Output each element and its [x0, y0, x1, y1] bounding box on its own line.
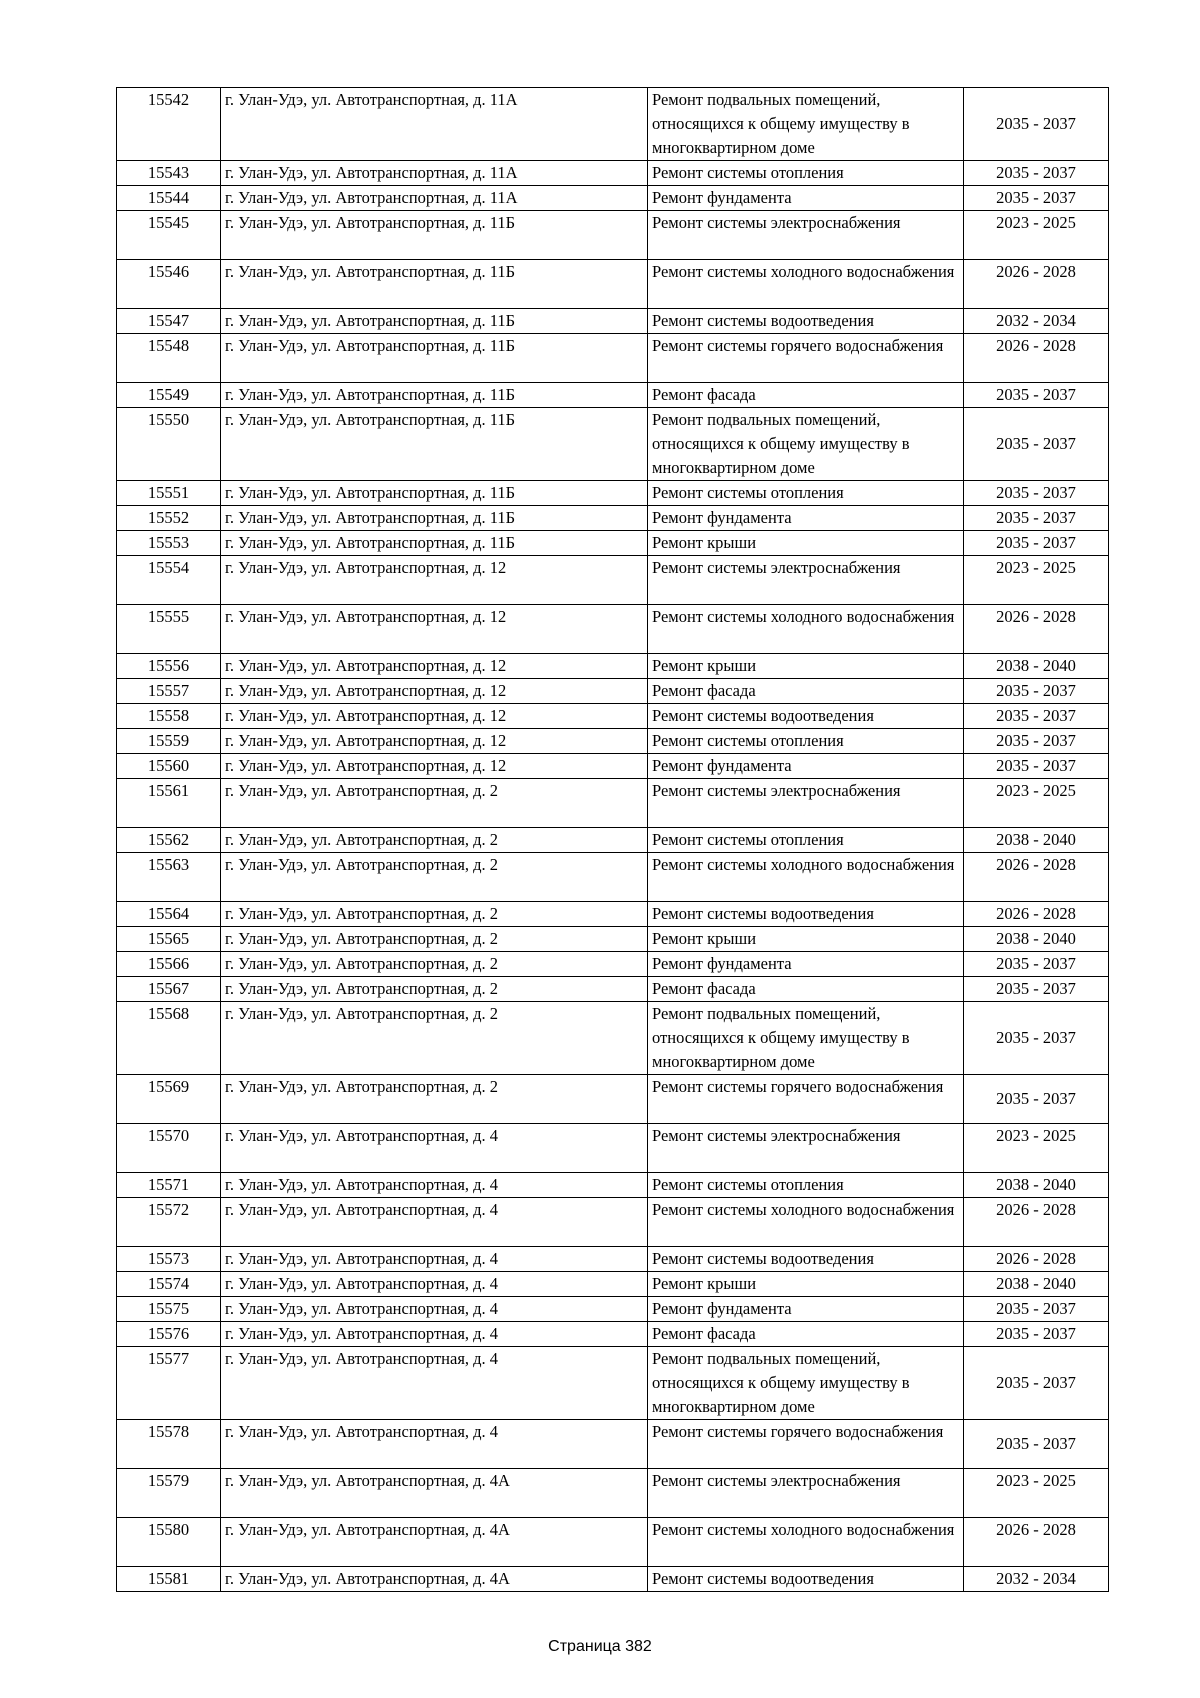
- row-number-cell: 15577: [117, 1347, 221, 1420]
- work-type-cell: Ремонт фундамента: [648, 754, 964, 779]
- work-type-cell: Ремонт крыши: [648, 654, 964, 679]
- table-row: [117, 1420, 1109, 1469]
- table-row: [117, 1247, 1109, 1272]
- row-number-cell: 15564: [117, 902, 221, 927]
- address-cell: г. Улан-Удэ, ул. Автотранспортная, д. 12: [221, 704, 648, 729]
- address-cell: г. Улан-Удэ, ул. Автотранспортная, д. 4: [221, 1347, 648, 1420]
- row-number-cell: 15556: [117, 654, 221, 679]
- table-row: [117, 161, 1109, 186]
- work-type-cell: Ремонт фасада: [648, 977, 964, 1002]
- table-row: [117, 1198, 1109, 1247]
- table-row: [117, 309, 1109, 334]
- period-cell: 2023 - 2025: [964, 1124, 1109, 1173]
- table-row: [117, 1002, 1109, 1075]
- work-type-cell: Ремонт фасада: [648, 679, 964, 704]
- work-type-cell: Ремонт системы холодного водоснабжения: [648, 1518, 964, 1567]
- repair-schedule-table: [116, 87, 1109, 1592]
- table-row: [117, 779, 1109, 828]
- row-number-cell: 15573: [117, 1247, 221, 1272]
- row-number-cell: 15568: [117, 1002, 221, 1075]
- period-cell: 2035 - 2037: [964, 408, 1109, 481]
- row-number-cell: 15551: [117, 481, 221, 506]
- period-cell: 2035 - 2037: [964, 506, 1109, 531]
- work-type-cell: Ремонт системы холодного водоснабжения: [648, 260, 964, 309]
- address-cell: г. Улан-Удэ, ул. Автотранспортная, д. 11Б: [221, 383, 648, 408]
- period-cell: 2035 - 2037: [964, 704, 1109, 729]
- work-type-cell: Ремонт крыши: [648, 531, 964, 556]
- address-cell: г. Улан-Удэ, ул. Автотранспортная, д. 2: [221, 902, 648, 927]
- period-cell: 2035 - 2037: [964, 754, 1109, 779]
- address-cell: г. Улан-Удэ, ул. Автотранспортная, д. 11Б: [221, 481, 648, 506]
- address-cell: г. Улан-Удэ, ул. Автотранспортная, д. 11Б: [221, 408, 648, 481]
- address-cell: г. Улан-Удэ, ул. Автотранспортная, д. 4: [221, 1198, 648, 1247]
- table-row: [117, 1347, 1109, 1420]
- page-number: Страница 382: [548, 1638, 652, 1655]
- work-type-cell: Ремонт системы электроснабжения: [648, 211, 964, 260]
- table-row: [117, 952, 1109, 977]
- row-number-cell: 15555: [117, 605, 221, 654]
- table-row: [117, 260, 1109, 309]
- row-number-cell: 15547: [117, 309, 221, 334]
- row-number-cell: 15574: [117, 1272, 221, 1297]
- address-cell: г. Улан-Удэ, ул. Автотранспортная, д. 2: [221, 977, 648, 1002]
- row-number-cell: 15563: [117, 853, 221, 902]
- table-row: [117, 1075, 1109, 1124]
- row-number-cell: 15572: [117, 1198, 221, 1247]
- address-cell: г. Улан-Удэ, ул. Автотранспортная, д. 11А: [221, 186, 648, 211]
- table-row: [117, 605, 1109, 654]
- period-cell: 2035 - 2037: [964, 531, 1109, 556]
- address-cell: г. Улан-Удэ, ул. Автотранспортная, д. 4: [221, 1247, 648, 1272]
- work-type-cell: Ремонт системы водоотведения: [648, 1567, 964, 1592]
- address-cell: г. Улан-Удэ, ул. Автотранспортная, д. 4: [221, 1322, 648, 1347]
- row-number-cell: 15549: [117, 383, 221, 408]
- period-cell: 2035 - 2037: [964, 1420, 1109, 1469]
- period-cell: 2035 - 2037: [964, 1347, 1109, 1420]
- table-row: [117, 1518, 1109, 1567]
- address-cell: г. Улан-Удэ, ул. Автотранспортная, д. 4: [221, 1173, 648, 1198]
- period-cell: 2023 - 2025: [964, 779, 1109, 828]
- row-number-cell: 15575: [117, 1297, 221, 1322]
- address-cell: г. Улан-Удэ, ул. Автотранспортная, д. 4А: [221, 1469, 648, 1518]
- period-cell: 2026 - 2028: [964, 902, 1109, 927]
- address-cell: г. Улан-Удэ, ул. Автотранспортная, д. 2: [221, 853, 648, 902]
- work-type-cell: Ремонт подвальных помещений, относящихся к общему имуществу в многоквартирном доме: [648, 1002, 964, 1075]
- period-cell: 2032 - 2034: [964, 309, 1109, 334]
- address-cell: г. Улан-Удэ, ул. Автотранспортная, д. 4: [221, 1420, 648, 1469]
- table-row: [117, 481, 1109, 506]
- period-cell: 2026 - 2028: [964, 1198, 1109, 1247]
- row-number-cell: 15579: [117, 1469, 221, 1518]
- row-number-cell: 15576: [117, 1322, 221, 1347]
- table-row: [117, 186, 1109, 211]
- period-cell: 2035 - 2037: [964, 1297, 1109, 1322]
- work-type-cell: Ремонт системы электроснабжения: [648, 556, 964, 605]
- period-cell: 2026 - 2028: [964, 853, 1109, 902]
- row-number-cell: 15580: [117, 1518, 221, 1567]
- address-cell: г. Улан-Удэ, ул. Автотранспортная, д. 11Б: [221, 531, 648, 556]
- work-type-cell: Ремонт системы отопления: [648, 1173, 964, 1198]
- period-cell: 2035 - 2037: [964, 383, 1109, 408]
- table-row: [117, 927, 1109, 952]
- address-cell: г. Улан-Удэ, ул. Автотранспортная, д. 12: [221, 679, 648, 704]
- period-cell: 2035 - 2037: [964, 977, 1109, 1002]
- period-cell: 2035 - 2037: [964, 729, 1109, 754]
- address-cell: г. Улан-Удэ, ул. Автотранспортная, д. 11Б: [221, 211, 648, 260]
- address-cell: г. Улан-Удэ, ул. Автотранспортная, д. 4: [221, 1124, 648, 1173]
- address-cell: г. Улан-Удэ, ул. Автотранспортная, д. 4: [221, 1297, 648, 1322]
- work-type-cell: Ремонт системы горячего водоснабжения: [648, 1420, 964, 1469]
- row-number-cell: 15546: [117, 260, 221, 309]
- table-row: [117, 654, 1109, 679]
- work-type-cell: Ремонт системы электроснабжения: [648, 1469, 964, 1518]
- row-number-cell: 15571: [117, 1173, 221, 1198]
- work-type-cell: Ремонт подвальных помещений, относящихся к общему имуществу в многоквартирном доме: [648, 88, 964, 161]
- table-row: [117, 704, 1109, 729]
- table-row: [117, 408, 1109, 481]
- period-cell: 2035 - 2037: [964, 88, 1109, 161]
- table-row: [117, 1173, 1109, 1198]
- table-row: [117, 383, 1109, 408]
- period-cell: 2035 - 2037: [964, 481, 1109, 506]
- period-cell: 2038 - 2040: [964, 828, 1109, 853]
- period-cell: 2026 - 2028: [964, 260, 1109, 309]
- row-number-cell: 15561: [117, 779, 221, 828]
- table-row: [117, 828, 1109, 853]
- work-type-cell: Ремонт фундамента: [648, 952, 964, 977]
- work-type-cell: Ремонт крыши: [648, 927, 964, 952]
- work-type-cell: Ремонт фасада: [648, 1322, 964, 1347]
- work-type-cell: Ремонт системы отопления: [648, 828, 964, 853]
- work-type-cell: Ремонт системы электроснабжения: [648, 779, 964, 828]
- work-type-cell: Ремонт системы горячего водоснабжения: [648, 1075, 964, 1124]
- address-cell: г. Улан-Удэ, ул. Автотранспортная, д. 4А: [221, 1518, 648, 1567]
- row-number-cell: 15544: [117, 186, 221, 211]
- address-cell: г. Улан-Удэ, ул. Автотранспортная, д. 11Б: [221, 506, 648, 531]
- row-number-cell: 15543: [117, 161, 221, 186]
- row-number-cell: 15553: [117, 531, 221, 556]
- period-cell: 2026 - 2028: [964, 1518, 1109, 1567]
- row-number-cell: 15559: [117, 729, 221, 754]
- period-cell: 2038 - 2040: [964, 1272, 1109, 1297]
- row-number-cell: 15552: [117, 506, 221, 531]
- address-cell: г. Улан-Удэ, ул. Автотранспортная, д. 11Б: [221, 260, 648, 309]
- table-row: [117, 531, 1109, 556]
- table-row: [117, 506, 1109, 531]
- row-number-cell: 15560: [117, 754, 221, 779]
- work-type-cell: Ремонт подвальных помещений, относящихся к общему имуществу в многоквартирном доме: [648, 1347, 964, 1420]
- table-row: [117, 88, 1109, 161]
- table-row: [117, 729, 1109, 754]
- work-type-cell: Ремонт системы отопления: [648, 481, 964, 506]
- work-type-cell: Ремонт фундамента: [648, 186, 964, 211]
- work-type-cell: Ремонт системы водоотведения: [648, 902, 964, 927]
- work-type-cell: Ремонт системы водоотведения: [648, 704, 964, 729]
- table-row: [117, 1567, 1109, 1592]
- row-number-cell: 15578: [117, 1420, 221, 1469]
- work-type-cell: Ремонт системы отопления: [648, 729, 964, 754]
- work-type-cell: Ремонт фундамента: [648, 1297, 964, 1322]
- table-row: [117, 1469, 1109, 1518]
- period-cell: 2035 - 2037: [964, 1075, 1109, 1124]
- period-cell: 2038 - 2040: [964, 1173, 1109, 1198]
- table-row: [117, 1297, 1109, 1322]
- row-number-cell: 15562: [117, 828, 221, 853]
- work-type-cell: Ремонт системы отопления: [648, 161, 964, 186]
- row-number-cell: 15550: [117, 408, 221, 481]
- work-type-cell: Ремонт системы водоотведения: [648, 309, 964, 334]
- period-cell: 2026 - 2028: [964, 605, 1109, 654]
- period-cell: 2026 - 2028: [964, 1247, 1109, 1272]
- row-number-cell: 15581: [117, 1567, 221, 1592]
- table-row: [117, 1322, 1109, 1347]
- period-cell: 2038 - 2040: [964, 927, 1109, 952]
- address-cell: г. Улан-Удэ, ул. Автотранспортная, д. 11Б: [221, 309, 648, 334]
- address-cell: г. Улан-Удэ, ул. Автотранспортная, д. 11Б: [221, 334, 648, 383]
- period-cell: 2032 - 2034: [964, 1567, 1109, 1592]
- address-cell: г. Улан-Удэ, ул. Автотранспортная, д. 12: [221, 556, 648, 605]
- table-row: [117, 556, 1109, 605]
- address-cell: г. Улан-Удэ, ул. Автотранспортная, д. 12: [221, 754, 648, 779]
- work-type-cell: Ремонт системы горячего водоснабжения: [648, 334, 964, 383]
- work-type-cell: Ремонт системы холодного водоснабжения: [648, 853, 964, 902]
- work-type-cell: Ремонт системы холодного водоснабжения: [648, 605, 964, 654]
- period-cell: 2026 - 2028: [964, 334, 1109, 383]
- table-row: [117, 1124, 1109, 1173]
- period-cell: 2035 - 2037: [964, 952, 1109, 977]
- period-cell: 2035 - 2037: [964, 1322, 1109, 1347]
- row-number-cell: 15542: [117, 88, 221, 161]
- table-row: [117, 853, 1109, 902]
- row-number-cell: 15565: [117, 927, 221, 952]
- table-row: [117, 334, 1109, 383]
- table-body: [117, 88, 1109, 1592]
- work-type-cell: Ремонт системы холодного водоснабжения: [648, 1198, 964, 1247]
- address-cell: г. Улан-Удэ, ул. Автотранспортная, д. 12: [221, 729, 648, 754]
- row-number-cell: 15558: [117, 704, 221, 729]
- table-row: [117, 211, 1109, 260]
- address-cell: г. Улан-Удэ, ул. Автотранспортная, д. 4А: [221, 1567, 648, 1592]
- table-row: [117, 754, 1109, 779]
- period-cell: 2035 - 2037: [964, 1002, 1109, 1075]
- address-cell: г. Улан-Удэ, ул. Автотранспортная, д. 11А: [221, 161, 648, 186]
- address-cell: г. Улан-Удэ, ул. Автотранспортная, д. 11А: [221, 88, 648, 161]
- address-cell: г. Улан-Удэ, ул. Автотранспортная, д. 2: [221, 1075, 648, 1124]
- row-number-cell: 15557: [117, 679, 221, 704]
- address-cell: г. Улан-Удэ, ул. Автотранспортная, д. 2: [221, 828, 648, 853]
- row-number-cell: 15566: [117, 952, 221, 977]
- address-cell: г. Улан-Удэ, ул. Автотранспортная, д. 2: [221, 779, 648, 828]
- row-number-cell: 15567: [117, 977, 221, 1002]
- period-cell: 2035 - 2037: [964, 186, 1109, 211]
- period-cell: 2023 - 2025: [964, 211, 1109, 260]
- table-row: [117, 902, 1109, 927]
- address-cell: г. Улан-Удэ, ул. Автотранспортная, д. 2: [221, 952, 648, 977]
- work-type-cell: Ремонт системы электроснабжения: [648, 1124, 964, 1173]
- work-type-cell: Ремонт фундамента: [648, 506, 964, 531]
- work-type-cell: Ремонт подвальных помещений, относящихся к общему имуществу в многоквартирном доме: [648, 408, 964, 481]
- address-cell: г. Улан-Удэ, ул. Автотранспортная, д. 2: [221, 927, 648, 952]
- address-cell: г. Улан-Удэ, ул. Автотранспортная, д. 12: [221, 605, 648, 654]
- address-cell: г. Улан-Удэ, ул. Автотранспортная, д. 2: [221, 1002, 648, 1075]
- row-number-cell: 15548: [117, 334, 221, 383]
- row-number-cell: 15545: [117, 211, 221, 260]
- address-cell: г. Улан-Удэ, ул. Автотранспортная, д. 12: [221, 654, 648, 679]
- table-row: [117, 1272, 1109, 1297]
- row-number-cell: 15570: [117, 1124, 221, 1173]
- row-number-cell: 15554: [117, 556, 221, 605]
- row-number-cell: 15569: [117, 1075, 221, 1124]
- period-cell: 2035 - 2037: [964, 161, 1109, 186]
- period-cell: 2023 - 2025: [964, 1469, 1109, 1518]
- table-row: [117, 679, 1109, 704]
- work-type-cell: Ремонт системы водоотведения: [648, 1247, 964, 1272]
- period-cell: 2038 - 2040: [964, 654, 1109, 679]
- period-cell: 2023 - 2025: [964, 556, 1109, 605]
- period-cell: 2035 - 2037: [964, 679, 1109, 704]
- address-cell: г. Улан-Удэ, ул. Автотранспортная, д. 4: [221, 1272, 648, 1297]
- table-row: [117, 977, 1109, 1002]
- work-type-cell: Ремонт фасада: [648, 383, 964, 408]
- work-type-cell: Ремонт крыши: [648, 1272, 964, 1297]
